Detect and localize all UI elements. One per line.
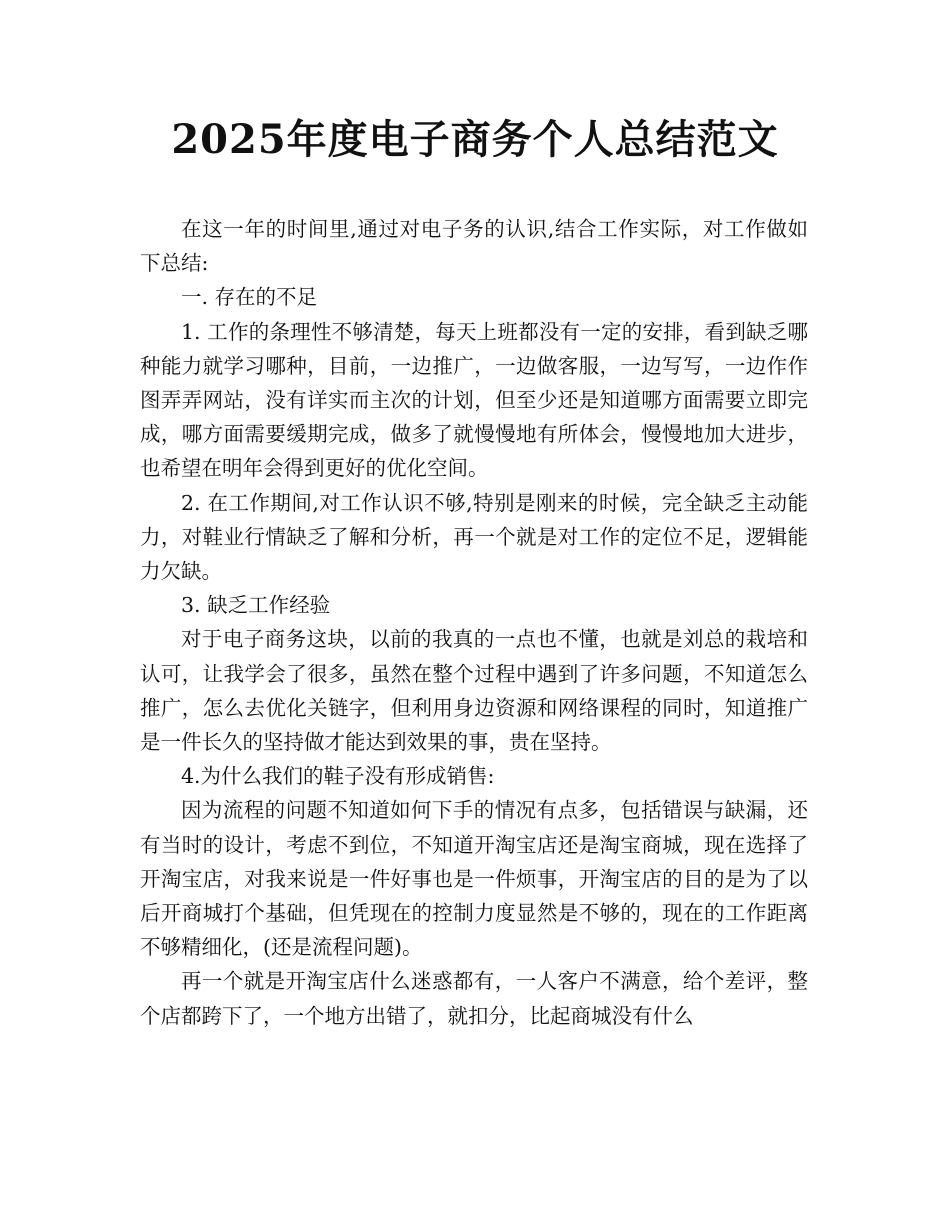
paragraph-intro: 在这一年的时间里,通过对电子务的认识,结合工作实际，对工作做如下总结: [140, 217, 808, 276]
paragraph-point-4-heading: 4.为什么我们的鞋子没有形成销售: [181, 764, 495, 789]
document-title: 2025年度电子商务个人总结范文 [171, 116, 779, 163]
paragraph-process: 因为流程的问题不知道如何下手的情况有点多，包括错误与缺漏，还有当时的设计，考虑不到位，不知道开淘宝店还是淘宝商城，现在选择了开淘宝店，对我来说是一件好事也是一件烦事，开淘宝店的目的是为了以后开商城打个基础，但凭现在的控制力度显然是不够的，现在的工作距离不够精细化，(还是流程问题)。 [140, 798, 808, 960]
paragraph-point-3-heading: 3. 缺乏工作经验 [181, 593, 331, 618]
document-body [140, 212, 808, 1033]
paragraph-point-1: 1. 工作的条理性不够清楚，每天上班都没有一定的安排，看到缺乏哪种能力就学习哪种，目前，一边推广，一边做客服，一边写写，一边作作图弄弄网站，没有详实而主次的计划，但至少还是知道哪方面需要立即完成，哪方面需要缓期完成，做多了就慢慢地有所体会，慢慢地加大进步，也希望在明年会得到更好的优化空间。 [140, 319, 808, 481]
paragraph-taobao: 再一个就是开淘宝店什么迷惑都有，一人客户不满意，给个差评，整个店都跨下了，一个地方出错了，就扣分，比起商城没有什么 [140, 969, 808, 1028]
paragraph-point-2: 2. 在工作期间,对工作认识不够,特别是刚来的时候，完全缺乏主动能力，对鞋业行情缺乏了解和分析，再一个就是对工作的定位不足，逻辑能力欠缺。 [140, 490, 808, 584]
section-heading-shortcomings: 一. 存在的不足 [181, 285, 318, 310]
paragraph-experience: 对于电子商务这块，以前的我真的一点也不懂，也就是刘总的栽培和认可，让我学会了很多，虽然在整个过程中遇到了许多问题，不知道怎么推广，怎么去优化关链字，但利用身边资源和网络课程的同时，知道推广是一件长久的坚持做才能达到效果的事，贵在坚持。 [140, 627, 808, 755]
